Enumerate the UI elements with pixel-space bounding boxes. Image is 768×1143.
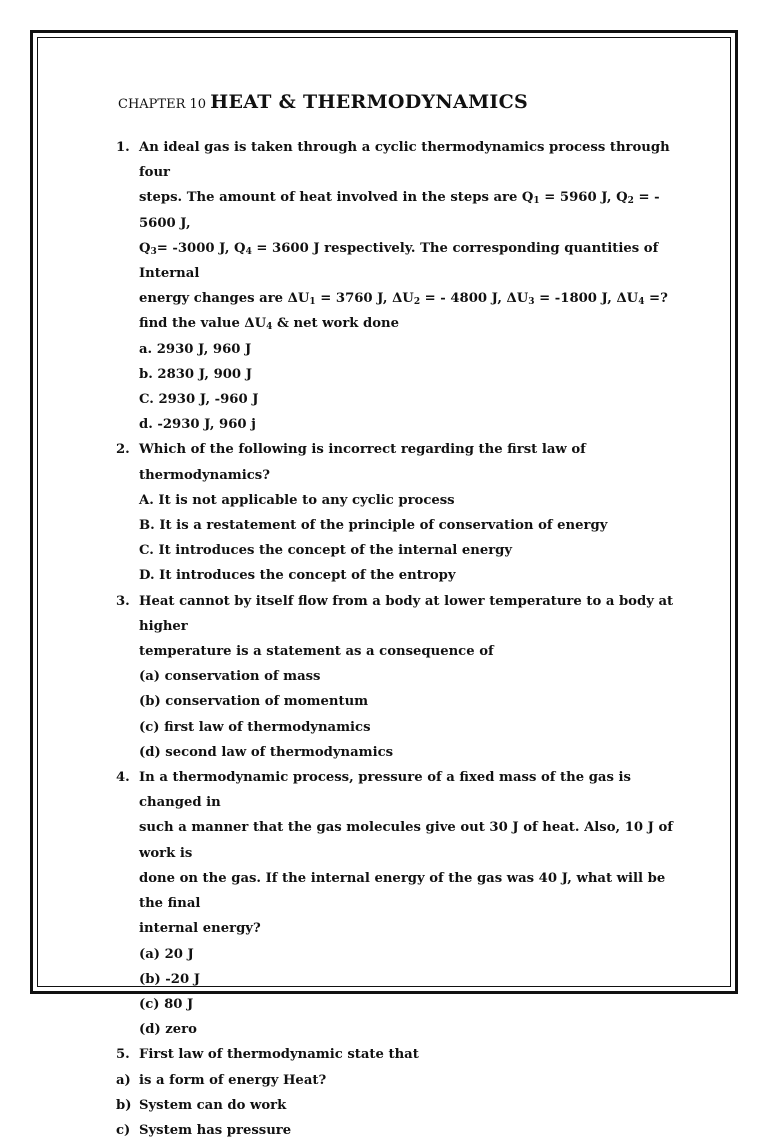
option-a: (a) 20 J [139, 946, 194, 962]
option-a: (a) conservation of mass [139, 669, 321, 685]
option-b: b. 2830 J, 900 J [139, 366, 252, 382]
option-d: D. It introduces the concept of the entropy [139, 568, 456, 584]
option-c: (c) 80 J [139, 996, 194, 1012]
option-label: a) [116, 1072, 131, 1088]
question-3 [116, 589, 676, 765]
option-c: C. It introduces the concept of the internal energy [139, 543, 513, 559]
question-line: done on the gas. If the internal energy of the gas was 40 J, what will be the final [139, 870, 666, 912]
question-line: internal energy? [139, 921, 261, 937]
option-c: (c) first law of thermodynamics [139, 719, 371, 735]
question-1 [116, 135, 676, 437]
question-text [139, 589, 676, 665]
chapter-heading: HEAT & THERMODYNAMICS [210, 91, 529, 113]
chapter-title [118, 88, 676, 119]
chapter-number: CHAPTER 10 [118, 97, 207, 112]
question-2 [116, 437, 676, 588]
option-b: (b) -20 J [139, 971, 200, 987]
question-line: Heat cannot by itself flow from a body at lower temperature to a body at higher [139, 593, 674, 634]
question-line: steps. The amount of heat involved in the steps are $Q_1 = 5960$ J, $Q_2$ = - 5600 J, [139, 190, 660, 231]
question-line: such a manner that the gas molecules give out 30 J of heat. Also, 10 J of work is [139, 820, 673, 861]
option-label: c) [116, 1122, 131, 1138]
question-line: $Q_3= -3000$ J, $Q_4 = 3600$ J respectively. The corresponding quantities of Internal [139, 240, 659, 282]
option-d: (d) second law of thermodynamics [139, 744, 394, 760]
question-number: 1. [116, 140, 130, 155]
option-d: (d) zero [139, 1022, 197, 1038]
option-c: C. 2930 J, -960 J [139, 392, 259, 408]
question-line: find the value $\Delta U_4$ & net work done [139, 316, 400, 333]
question-number: 3. [116, 593, 130, 609]
option-a [116, 1068, 676, 1093]
question-text [139, 765, 676, 941]
question-number: 5. [116, 1047, 130, 1063]
question-text: Which of the following is incorrect regarding the first law of thermodynamics? [139, 442, 586, 483]
question-text: First law of thermodynamic state that [139, 1047, 419, 1063]
question-line: An ideal gas is taken through a cyclic thermodynamics process through four [139, 140, 670, 181]
question-number: 4. [116, 770, 130, 786]
question-number: 2. [116, 442, 130, 458]
question-line: In a thermodynamic process, pressure of a fixed mass of the gas is changed in [139, 770, 631, 811]
option-b [116, 1093, 676, 1118]
option-a: A. It is not applicable to any cyclic process [139, 492, 455, 508]
page-content [116, 88, 676, 1143]
question-text [139, 135, 676, 337]
option-text: System can do work [139, 1097, 287, 1113]
option-b: (b) conservation of momentum [139, 694, 369, 710]
question-line: energy changes are $\Delta U_1 = 3760$ J, $\Delta U_2$ = - 4800 J, $\Delta U_3 = -1800$ J, $\Delta U_4$ =? [139, 291, 668, 308]
question-5 [116, 1042, 676, 1143]
option-d: d. -2930 J, 960 j [139, 417, 256, 433]
option-text: is a form of energy Heat? [139, 1072, 327, 1088]
question-line: temperature is a statement as a consequence of [139, 644, 494, 660]
option-b: B. It is a restatement of the principle of conservation of energy [139, 518, 608, 534]
option-text: System has pressure [139, 1122, 292, 1138]
option-a: a. 2930 J, 960 J [139, 341, 252, 357]
option-c [116, 1118, 676, 1143]
question-4 [116, 765, 676, 1042]
option-label: b) [116, 1097, 132, 1113]
